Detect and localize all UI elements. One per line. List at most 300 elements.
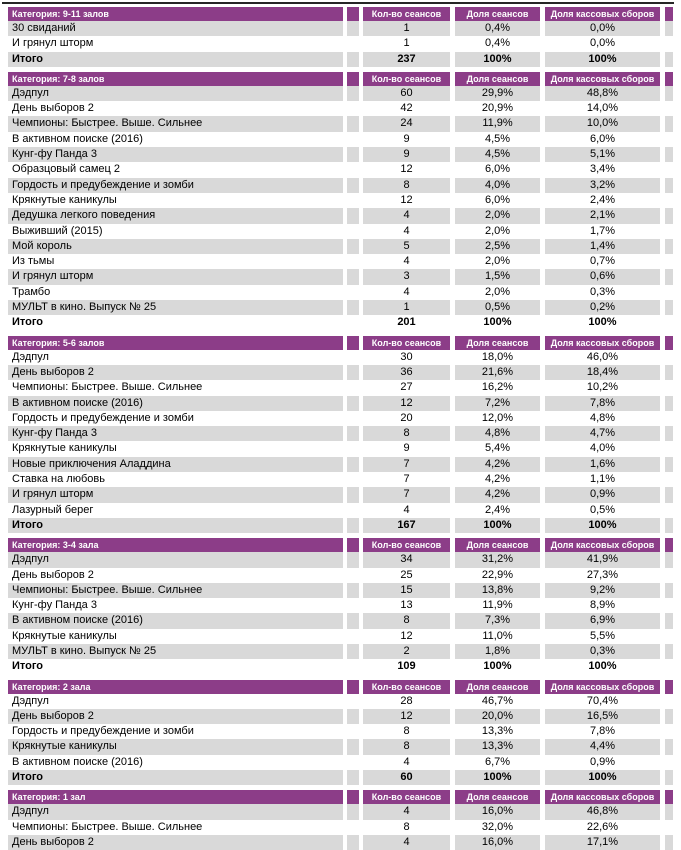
sessions-share-cell: 46,7% [455,694,540,709]
row-end-cell [665,411,673,426]
tables-container [8,7,673,850]
sessions-share-cell: 16,0% [455,804,540,819]
header-spacer [347,538,359,552]
table-row [8,709,673,724]
row-spacer-cell [347,147,359,162]
row-end-cell [665,208,673,223]
col-header-box-office-share: Доля кассовых сборов [545,790,660,804]
movie-name-cell: В активном поиске (2016) [8,755,343,770]
header-end-cap [665,7,673,21]
sessions-share-cell: 0,4% [455,36,540,51]
row-end-cell [665,583,673,598]
row-spacer-cell [347,52,359,67]
header-spacer [347,72,359,86]
sessions-count-cell: 1 [363,21,450,36]
table-row [8,552,673,567]
sessions-count-cell: 13 [363,598,450,613]
row-end-cell [665,162,673,177]
sessions-count-cell: 8 [363,178,450,193]
sessions-share-cell: 11,9% [455,598,540,613]
movie-name-cell: И грянул шторм [8,269,343,284]
col-header-session-share: Доля сеансов [455,72,540,86]
table-row [8,739,673,754]
sessions-share-cell: 4,2% [455,472,540,487]
row-spacer-cell [347,629,359,644]
row-end-cell [665,644,673,659]
movie-name-cell: Гордость и предубеждение и зомби [8,178,343,193]
row-end-cell [665,770,673,785]
row-spacer-cell [347,411,359,426]
sessions-share-cell: 100% [455,315,540,330]
box-office-share-cell: 4,4% [545,739,660,754]
box-office-share-cell: 3,4% [545,162,660,177]
movie-name-cell: Итого [8,659,343,674]
sessions-share-cell: 2,4% [455,503,540,518]
sessions-share-cell: 20,9% [455,101,540,116]
box-office-share-cell: 100% [545,770,660,785]
table-row [8,694,673,709]
box-office-share-cell: 6,9% [545,613,660,628]
sessions-share-cell: 7,3% [455,613,540,628]
row-spacer-cell [347,101,359,116]
box-office-share-cell: 0,5% [545,503,660,518]
row-spacer-cell [347,441,359,456]
movie-name-cell: Гордость и предубеждение и зомби [8,411,343,426]
row-spacer-cell [347,285,359,300]
box-office-share-cell: 46,0% [545,350,660,365]
table-row [8,116,673,131]
sessions-count-cell: 9 [363,132,450,147]
movie-name-cell: Крякнутые каникулы [8,441,343,456]
movie-name-cell: Трамбо [8,285,343,300]
col-header-sessions: Кол-во сеансов [363,790,450,804]
box-office-share-cell: 8,9% [545,598,660,613]
movie-name-cell: День выборов 2 [8,568,343,583]
box-office-share-cell: 6,0% [545,132,660,147]
box-office-share-cell: 0,0% [545,36,660,51]
row-spacer-cell [347,724,359,739]
table-row [8,285,673,300]
table-row [8,86,673,101]
row-spacer-cell [347,552,359,567]
row-end-cell [665,315,673,330]
row-spacer-cell [347,86,359,101]
sessions-count-cell: 8 [363,426,450,441]
movie-name-cell: Новые приключения Аладдина [8,457,343,472]
col-header-box-office-share: Доля кассовых сборов [545,336,660,350]
movie-name-cell: День выборов 2 [8,365,343,380]
sessions-share-cell: 1,5% [455,269,540,284]
total-row [8,659,673,674]
row-spacer-cell [347,21,359,36]
row-end-cell [665,132,673,147]
movie-name-cell: Итого [8,315,343,330]
table-row [8,426,673,441]
row-spacer-cell [347,396,359,411]
category-header-row [8,336,673,350]
movie-name-cell: Чемпионы: Быстрее. Выше. Сильнее [8,380,343,395]
sessions-count-cell: 3 [363,269,450,284]
category-label: Категория: 7-8 залов [8,72,343,86]
box-office-share-cell: 48,8% [545,86,660,101]
box-office-share-cell: 10,2% [545,380,660,395]
row-spacer-cell [347,239,359,254]
sessions-count-cell: 30 [363,350,450,365]
sessions-share-cell: 32,0% [455,820,540,835]
category-header-row [8,72,673,86]
category-label: Категория: 5-6 залов [8,336,343,350]
box-office-share-cell: 0,9% [545,487,660,502]
movie-name-cell: В активном поиске (2016) [8,613,343,628]
row-spacer-cell [347,457,359,472]
header-spacer [347,680,359,694]
row-end-cell [665,36,673,51]
movie-name-cell: Дэдпул [8,86,343,101]
movie-name-cell: Чемпионы: Быстрее. Выше. Сильнее [8,820,343,835]
sessions-count-cell: 4 [363,254,450,269]
category-label: Категория: 9-11 залов [8,7,343,21]
row-end-cell [665,380,673,395]
box-office-share-cell: 4,0% [545,441,660,456]
table-row [8,254,673,269]
box-office-share-cell: 22,6% [545,820,660,835]
row-spacer-cell [347,694,359,709]
movie-name-cell: Чемпионы: Быстрее. Выше. Сильнее [8,583,343,598]
table-row [8,583,673,598]
sessions-share-cell: 0,5% [455,300,540,315]
row-spacer-cell [347,300,359,315]
row-spacer-cell [347,350,359,365]
sessions-count-cell: 60 [363,770,450,785]
category-header-row [8,790,673,804]
box-office-share-cell: 0,3% [545,644,660,659]
sessions-share-cell: 20,0% [455,709,540,724]
row-end-cell [665,552,673,567]
sessions-share-cell: 4,2% [455,487,540,502]
row-end-cell [665,350,673,365]
category-header-row [8,7,673,21]
box-office-share-cell: 3,2% [545,178,660,193]
sessions-count-cell: 4 [363,224,450,239]
col-header-session-share: Доля сеансов [455,680,540,694]
box-office-share-cell: 7,8% [545,724,660,739]
movie-name-cell: Чемпионы: Быстрее. Выше. Сильнее [8,116,343,131]
total-row [8,518,673,533]
category-table [8,7,673,67]
movie-name-cell: Кунг-фу Панда 3 [8,426,343,441]
category-label: Категория: 3-4 зала [8,538,343,552]
table-row [8,457,673,472]
movie-name-cell: Крякнутые каникулы [8,629,343,644]
table-row [8,755,673,770]
sessions-share-cell: 2,0% [455,285,540,300]
box-office-share-cell: 0,2% [545,300,660,315]
movie-name-cell: И грянул шторм [8,487,343,502]
sessions-share-cell: 100% [455,52,540,67]
sessions-share-cell: 2,5% [455,239,540,254]
header-end-cap [665,790,673,804]
sessions-count-cell: 7 [363,457,450,472]
row-end-cell [665,568,673,583]
row-spacer-cell [347,472,359,487]
row-spacer-cell [347,583,359,598]
sessions-count-cell: 12 [363,629,450,644]
movie-name-cell: Дэдпул [8,694,343,709]
table-row [8,613,673,628]
row-end-cell [665,396,673,411]
row-end-cell [665,254,673,269]
box-office-share-cell: 4,7% [545,426,660,441]
row-end-cell [665,804,673,819]
row-spacer-cell [347,208,359,223]
row-spacer-cell [347,224,359,239]
row-end-cell [665,739,673,754]
sessions-count-cell: 12 [363,396,450,411]
table-row [8,380,673,395]
movie-name-cell: Итого [8,770,343,785]
box-office-share-cell: 17,1% [545,835,660,850]
box-office-share-cell: 14,0% [545,101,660,116]
col-header-box-office-share: Доля кассовых сборов [545,538,660,552]
box-office-share-cell: 0,3% [545,285,660,300]
table-row [8,441,673,456]
sessions-count-cell: 12 [363,709,450,724]
sessions-count-cell: 167 [363,518,450,533]
total-row [8,315,673,330]
sessions-share-cell: 100% [455,770,540,785]
sessions-share-cell: 13,8% [455,583,540,598]
sessions-count-cell: 1 [363,36,450,51]
movie-name-cell: В активном поиске (2016) [8,132,343,147]
box-office-share-cell: 16,5% [545,709,660,724]
sessions-share-cell: 4,0% [455,178,540,193]
row-end-cell [665,86,673,101]
row-spacer-cell [347,162,359,177]
sessions-count-cell: 4 [363,835,450,850]
table-row [8,598,673,613]
box-office-share-cell: 0,9% [545,755,660,770]
sessions-count-cell: 60 [363,86,450,101]
row-spacer-cell [347,804,359,819]
category-label: Категория: 1 зал [8,790,343,804]
box-office-share-cell: 0,7% [545,254,660,269]
movie-name-cell: День выборов 2 [8,709,343,724]
total-row [8,770,673,785]
sessions-share-cell: 31,2% [455,552,540,567]
table-row [8,503,673,518]
row-end-cell [665,598,673,613]
box-office-share-cell: 4,8% [545,411,660,426]
table-row [8,36,673,51]
movie-name-cell: В активном поиске (2016) [8,396,343,411]
row-spacer-cell [347,178,359,193]
sessions-count-cell: 34 [363,552,450,567]
row-spacer-cell [347,365,359,380]
sessions-share-cell: 12,0% [455,411,540,426]
row-spacer-cell [347,644,359,659]
header-end-cap [665,680,673,694]
sessions-count-cell: 9 [363,147,450,162]
box-office-share-cell: 1,1% [545,472,660,487]
row-end-cell [665,724,673,739]
sessions-share-cell: 13,3% [455,739,540,754]
sessions-count-cell: 12 [363,193,450,208]
table-row [8,472,673,487]
header-end-cap [665,538,673,552]
sessions-count-cell: 201 [363,315,450,330]
row-spacer-cell [347,269,359,284]
movie-name-cell: Дэдпул [8,804,343,819]
row-spacer-cell [347,193,359,208]
table-row [8,629,673,644]
row-spacer-cell [347,598,359,613]
row-spacer-cell [347,132,359,147]
box-office-share-cell: 46,8% [545,804,660,819]
row-end-cell [665,694,673,709]
category-header-row [8,680,673,694]
total-row [8,52,673,67]
movie-name-cell: Итого [8,52,343,67]
page-top-border [2,2,674,4]
row-spacer-cell [347,659,359,674]
sessions-count-cell: 42 [363,101,450,116]
box-office-share-cell: 9,2% [545,583,660,598]
sessions-count-cell: 4 [363,804,450,819]
row-spacer-cell [347,755,359,770]
row-end-cell [665,365,673,380]
row-end-cell [665,629,673,644]
sessions-share-cell: 16,2% [455,380,540,395]
movie-name-cell: День выборов 2 [8,835,343,850]
box-office-share-cell: 100% [545,315,660,330]
row-spacer-cell [347,380,359,395]
sessions-share-cell: 5,4% [455,441,540,456]
table-row [8,21,673,36]
col-header-box-office-share: Доля кассовых сборов [545,680,660,694]
row-end-cell [665,755,673,770]
col-header-session-share: Доля сеансов [455,538,540,552]
sessions-share-cell: 4,5% [455,132,540,147]
sessions-count-cell: 28 [363,694,450,709]
movie-name-cell: Из тьмы [8,254,343,269]
row-end-cell [665,285,673,300]
table-row [8,568,673,583]
row-end-cell [665,52,673,67]
movie-name-cell: Выживший (2015) [8,224,343,239]
row-end-cell [665,116,673,131]
movie-name-cell: 30 свиданий [8,21,343,36]
sessions-share-cell: 2,0% [455,224,540,239]
row-end-cell [665,224,673,239]
box-office-share-cell: 41,9% [545,552,660,567]
sessions-count-cell: 25 [363,568,450,583]
category-table [8,538,673,674]
movie-name-cell: Крякнутые каникулы [8,193,343,208]
header-spacer [347,790,359,804]
sessions-share-cell: 1,8% [455,644,540,659]
sessions-count-cell: 8 [363,820,450,835]
sessions-share-cell: 6,0% [455,162,540,177]
sessions-count-cell: 20 [363,411,450,426]
sessions-share-cell: 7,2% [455,396,540,411]
movie-name-cell: Итого [8,518,343,533]
box-office-share-cell: 0,0% [545,21,660,36]
sessions-count-cell: 24 [363,116,450,131]
row-end-cell [665,193,673,208]
table-row [8,239,673,254]
row-end-cell [665,441,673,456]
col-header-sessions: Кол-во сеансов [363,7,450,21]
table-row [8,300,673,315]
table-row [8,365,673,380]
row-end-cell [665,21,673,36]
category-label: Категория: 2 зала [8,680,343,694]
row-spacer-cell [347,36,359,51]
movie-name-cell: Дэдпул [8,552,343,567]
row-end-cell [665,426,673,441]
sessions-share-cell: 4,8% [455,426,540,441]
row-end-cell [665,472,673,487]
sessions-count-cell: 1 [363,300,450,315]
row-spacer-cell [347,739,359,754]
col-header-sessions: Кол-во сеансов [363,538,450,552]
sessions-count-cell: 7 [363,472,450,487]
sessions-count-cell: 5 [363,239,450,254]
table-row [8,487,673,502]
box-office-share-cell: 100% [545,518,660,533]
sessions-count-cell: 237 [363,52,450,67]
row-spacer-cell [347,518,359,533]
box-office-share-cell: 1,6% [545,457,660,472]
movie-name-cell: Крякнутые каникулы [8,739,343,754]
sessions-share-cell: 4,2% [455,457,540,472]
movie-name-cell: Кунг-фу Панда 3 [8,598,343,613]
row-end-cell [665,457,673,472]
col-header-session-share: Доля сеансов [455,790,540,804]
col-header-box-office-share: Доля кассовых сборов [545,7,660,21]
movie-name-cell: Дэдпул [8,350,343,365]
sessions-count-cell: 4 [363,285,450,300]
row-end-cell [665,300,673,315]
table-row [8,350,673,365]
row-end-cell [665,101,673,116]
table-row [8,411,673,426]
box-office-share-cell: 1,4% [545,239,660,254]
table-row [8,193,673,208]
sessions-count-cell: 109 [363,659,450,674]
row-end-cell [665,709,673,724]
box-office-share-cell: 2,1% [545,208,660,223]
box-office-share-cell: 100% [545,659,660,674]
header-end-cap [665,336,673,350]
box-office-share-cell: 1,7% [545,224,660,239]
sessions-count-cell: 2 [363,644,450,659]
row-end-cell [665,147,673,162]
sessions-share-cell: 0,4% [455,21,540,36]
sessions-share-cell: 21,6% [455,365,540,380]
sessions-share-cell: 13,3% [455,724,540,739]
sessions-count-cell: 8 [363,739,450,754]
row-end-cell [665,659,673,674]
category-table [8,336,673,534]
category-table [8,790,673,850]
col-header-sessions: Кол-во сеансов [363,72,450,86]
sessions-share-cell: 100% [455,518,540,533]
col-header-sessions: Кол-во сеансов [363,680,450,694]
movie-name-cell: МУЛЬТ в кино. Выпуск № 25 [8,644,343,659]
table-row [8,224,673,239]
box-office-share-cell: 27,3% [545,568,660,583]
